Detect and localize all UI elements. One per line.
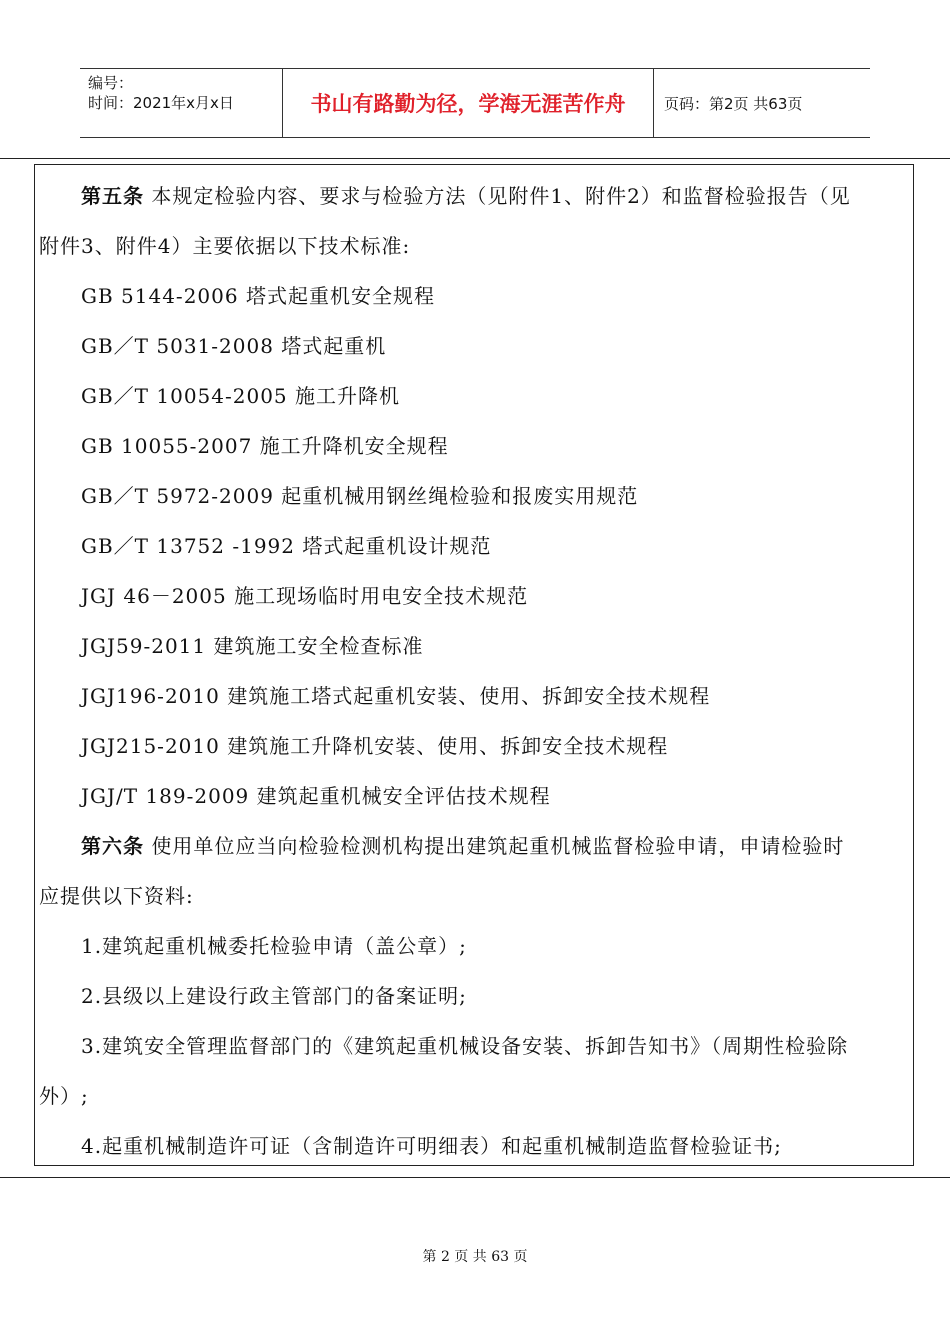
header-page-info: 页码：第2页 共63页 [664, 94, 803, 113]
line-text: 外）; [39, 1084, 89, 1108]
line-text: 本规定检验内容、要求与检验方法（见附件1、附件2）和监督检验报告（见 [144, 184, 851, 208]
text-line [81, 283, 903, 309]
line-text: JGJ59-2011 建筑施工安全检查标准 [81, 634, 424, 658]
frame-bottom-line [0, 1177, 950, 1178]
header-motto: 书山有路勤为径，学海无涯苦作舟 [282, 69, 654, 137]
line-text: 使用单位应当向检验检测机构提出建筑起重机械监督检验申请，申请检验时 [144, 834, 845, 858]
line-text: 应提供以下资料: [39, 884, 194, 908]
line-text: GB 5144-2006 塔式起重机安全规程 [81, 284, 435, 308]
text-line [81, 533, 903, 559]
text-line [39, 1083, 903, 1109]
document-body [34, 164, 914, 1166]
text-line [39, 233, 903, 259]
text-line [81, 183, 903, 209]
text-line [81, 583, 903, 609]
text-line [81, 733, 903, 759]
line-text: JGJ215-2010 建筑施工升降机安装、使用、拆卸安全技术规程 [81, 734, 669, 758]
line-text: 附件3、附件4）主要依据以下技术标准: [39, 234, 411, 258]
text-line [81, 933, 903, 959]
text-line [81, 783, 903, 809]
line-text: JGJ/T 189-2009 建筑起重机械安全评估技术规程 [81, 784, 551, 808]
text-line [81, 1133, 903, 1159]
article-label: 第六条 [81, 834, 144, 858]
document-number: 编号： [88, 74, 134, 92]
text-line [81, 833, 903, 859]
line-text: 1.建筑起重机械委托检验申请（盖公章）; [81, 934, 467, 958]
line-text: GB／T 13752 -1992 塔式起重机设计规范 [81, 534, 492, 558]
text-line [39, 883, 903, 909]
line-text: JGJ 46－2005 施工现场临时用电安全技术规范 [81, 584, 529, 608]
text-line [81, 683, 903, 709]
text-line [81, 333, 903, 359]
text-line [81, 483, 903, 509]
document-date: 时间：2021年x月x日 [88, 94, 234, 112]
line-text: 4.起重机械制造许可证（含制造许可明细表）和起重机械制造监督检验证书; [81, 1134, 782, 1158]
line-text: 3.建筑安全管理监督部门的《建筑起重机械设备安装、拆卸告知书》（周期性检验除 [81, 1034, 849, 1058]
line-text: GB 10055-2007 施工升降机安全规程 [81, 434, 449, 458]
text-line [81, 633, 903, 659]
text-line [81, 983, 903, 1009]
text-line [81, 1033, 903, 1059]
line-text: GB／T 5031-2008 塔式起重机 [81, 334, 387, 358]
line-text: GB／T 5972-2009 起重机械用钢丝绳检验和报废实用规范 [81, 484, 639, 508]
text-line [81, 383, 903, 409]
text-line [81, 433, 903, 459]
line-text: JGJ196-2010 建筑施工塔式起重机安装、使用、拆卸安全技术规程 [81, 684, 711, 708]
article-label: 第五条 [81, 184, 144, 208]
line-text: 2.县级以上建设行政主管部门的备案证明; [81, 984, 467, 1008]
line-text: GB／T 10054-2005 施工升降机 [81, 384, 401, 408]
header-meta [80, 69, 282, 137]
page-footer: 第 2 页 共 63 页 [422, 1249, 528, 1265]
page-header [80, 68, 870, 138]
frame-top-line [0, 158, 950, 159]
